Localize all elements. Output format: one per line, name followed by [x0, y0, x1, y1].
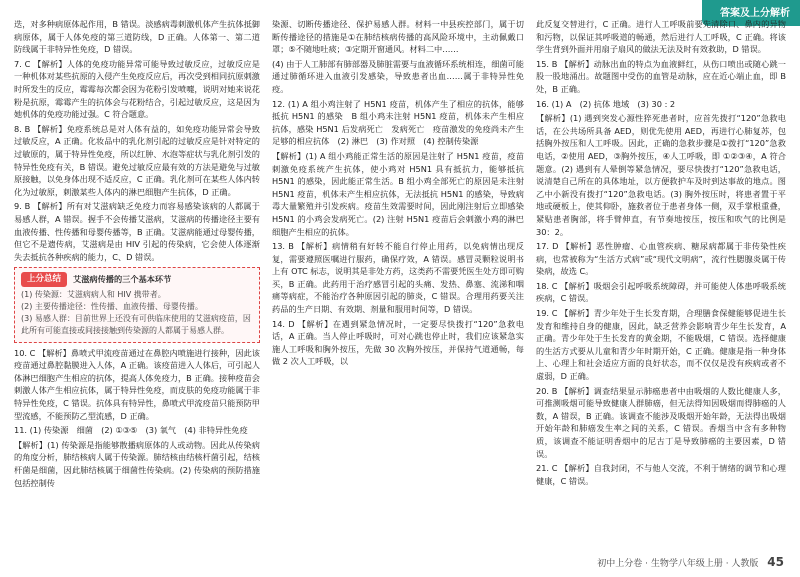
answer-paragraph: 【解析】(1) 传染源是指能够散播病原体的人或动物。因此从传染病的角度分析，肺结核病人属于传染源。肺结核由结核杆菌引起，结核杆菌是细菌，因此肺结核属于细菌性传染病。(2) 传染病的预防措施包括控制传: [14, 439, 260, 488]
answer-paragraph: 15. B 【解析】动脉出血的特点为血液鲜红，从伤口喷出或随心跳一股一股地涌出。故题图中受伤的血管是动脉，应在近心端止血，即 B 处，B 正确。: [536, 58, 786, 94]
summary-badge: 上分总结: [21, 272, 67, 287]
answer-paragraph: 10. C 【解析】鼻喷式甲流疫苗通过在鼻腔内喷施进行接种，因此该疫苗通过鼻腔黏膜进入人体，A 正确。该疫苗进入人体后，可引起人体淋巴细胞产生相应的抗体，提高人体免疫力，B 正确。接种疫苗会刺激人体产生相应抗体，属于特异性免疫，而皮肤的免疫功能属于非特异性免疫，C 错误。抗体具有特异性，鼻喷式甲流疫苗只能预防甲型流感，不能预防乙型流感，D 正确。: [14, 347, 260, 421]
answer-paragraph: 9. B 【解析】所有对艾滋病缺乏免疫力而容易感染该病的人都属于易感人群，A 错误。握手不会传播艾滋病，艾滋病的传播途径主要有血液传播、性传播和母婴传播等，B 正确。艾滋病能通过母婴传播，但它不是遗传病，艾滋病是由 HIV 引起的传染病，它会使人体逐渐失去抵抗各种疾病的能力，C、D 错误。: [14, 201, 260, 262]
answer-paragraph: 14. D 【解析】在遇到紧急情况时，一定要尽快拨打“120”急救电话，A 正确。当人停止呼吸时，可对心跳也停止时，我们应该紧急实施人工呼吸和胸外按压，先做 30 次胸外按压，并保持气道通畅，每做 2 次人工呼吸，以: [272, 318, 524, 367]
answer-paragraph: 13. B 【解析】病情稍有好转不能自行停止用药，以免病情出现反复，需要遵照医嘱进行服药，确保疗效，A 错误。感冒灵颗粒说明书上有 OTC 标志，说明其是非处方药，这类药不需要凭医生处方即可购买，B 正确。此药用于治疗感冒引起的头痛、发热、鼻塞、流涕和咽痛等病症，不能治疗各种原因引起的肺炎，C 错误。合理用药要关注药品的生产日期、有效期、剂量和服用时间等，D 错误。: [272, 241, 524, 315]
answer-paragraph: 16. (1) A (2) 抗体 地域 (3) 30 : 2: [536, 98, 676, 109]
answer-paragraph: 此反复交替进行，C 正确。进行人工呼吸前要先清除口、鼻内的异物和污物，以保证其呼吸道的畅通，然后进行人工呼吸，C 正确。将该学生背到外面并用扇子扇风的做法无法及时有效救助，D 错误。: [536, 19, 786, 55]
answer-paragraph: 11. (1) 传染源 细菌 (2) ①③⑤ (3) 氧气 (4) 非特异性免疫: [14, 425, 248, 436]
summary-line: (2) 主要传播途径：性传播、血液传播、母婴传播。: [21, 302, 203, 312]
answer-paragraph: 【解析】(1) A 组小鸡能正常生活的原因是注射了 H5N1 疫苗，疫苗刺激免疫系统产生抗体，使小鸡对 H5N1 具有抵抗力，能够抵抗 H5N1 的感染，因此能正常生活。B 组小鸡全部死亡的原因是未注射 H5N1 疫苗，机体未产生相应抗体，无法抵抗 H5N1 的感染，导致病毒大量繁殖并引发疾病。疫苗生效需要时间，因此刚注射后立即感染 H5N1 的小鸡会发病死亡。(2) 注射 H5N1 疫苗后会刺激小鸡的淋巴细胞产生相应的抗体。: [272, 150, 524, 237]
answer-paragraph: 7. C 【解析】人体的免疫功能异常可能导致过敏反应，过敏反应是一种机体对某些抗原的入侵产生免疫反应后，再次受到相同抗原刺激时所发生的反应，霉霉每次都会因为花粉引发喷嚏，说明对她来说花粉是抗原，霉霉产生的抗体会与花粉结合，引起过敏反应，这是因为她机体的免疫功能过强。C 符合题意。: [14, 58, 260, 120]
answer-paragraph: 18. C 【解析】吸烟会引起呼吸系统障碍，并可能使人体患呼吸系统疾病，C 错误。: [536, 280, 786, 304]
page-number: 45: [767, 555, 784, 569]
answer-paragraph: 染源、切断传播途径、保护易感人群。材料一中县疾控部门，属于切断传播途径的措施是①在肺结核病传播的高风险环境中，主动佩戴口罩；⑤不随地吐痰；③定期开窗通风。材料二中……: [272, 19, 524, 55]
column-middle: [272, 18, 524, 370]
footer-text: 初中上分卷 · 生物学八年级上册 · 人教版: [597, 559, 759, 569]
summary-line: (3) 易感人群：目前世界上还没有可供临床使用的艾滋病疫苗，因此所有可能直接或间接接触到传染源的人都属于易感人群。: [21, 314, 251, 336]
answer-paragraph: 8. B 【解析】免疫系统总是对人体有益的，如免疫功能异常会导致过敏反应，A 正确。化妆品中的乳化剂引起的过敏反应是针对特定的过敏原的，属于特异性免疫，所以红肿、水泡等症状与乳化剂引发的特异性免疫有关，B 错误。避免过敏反应最有效的方法是避免与过敏原接触，以免身体出现不适反应，C 正确。乳化剂可在某些人体内转化为过敏原，刺激某些人体内的淋巴细胞产生抗体，D 正确。: [14, 123, 260, 197]
answer-paragraph: 【解析】(1) 遇到突发心源性猝死患者时，应首先拨打“120”急救电话，在公共场所具备 AED，则优先使用 AED，再进行心肺复苏，包括胸外按压和人工呼吸。因此，正确的急救步骤是①拨打“120”急救电话，②使用 AED，③胸外按压，④人工呼吸，即 ①②③④，A 符合题意。(2) 遇到有人晕倒等紧急情况，要尽快拨打“120”急救电话，说清楚自己所在的具体地址，以方便救护车及时到达事故的地点。图乙中小新没有拨打“120”急救电话。(3) 胸外按压时，将患者置于平地或硬板上，使其仰卧，施救者位于患者身体一侧，双手掌根重叠，紧贴患者胸部，将手臂伸直，有节奏地按压，按压和吹气的比例是 30：2。: [536, 113, 786, 237]
answer-paragraph: 19. C 【解析】青少年处于生长发育期，合理膳食保健能够促进生长发育和维持自身的健康，因此，缺乏营养会影响青少年生长发育，A 正确。青少年处于生长发育的黄金期，不能吸烟，C 错误。选择健康的生活方式要从儿童和青少年时期开始，C 正确。健康是指一种身体上、心理上和社会适应方面的良好状态，而不仅仅是没有疾病或者不虚弱，D 正确。: [536, 308, 786, 382]
summary-box: [14, 267, 260, 342]
answer-paragraph: 20. B 【解析】调查结果显示肺癌患者中由吸烟的人数比健康人多，可推测吸烟可能导致健康人群肺癌，但无法得知因吸烟而得肺癌的人数，A 错误，B 正确。该调查不能涉及吸烟开始年龄，无法得出吸烟开始年龄和肺癌发生率之间的关系，C 错误。香烟当中含有多种物质，该调查不能证明香烟中的尼古丁是导致肺癌的主要因素，D 错误。: [536, 385, 786, 459]
column-right: [536, 18, 786, 489]
section-label: 答案及上分解析: [720, 8, 790, 19]
column-left: [14, 18, 260, 491]
answer-paragraph: (4) 由于人工肺部有肺部器及肺脏需要与血液循环系统相连，细菌可能通过肺循环进入血液引发感染，导致患者出血……属于非特异性免疫。: [272, 58, 524, 94]
answer-paragraph: 21. C 【解析】自我封闭，不与他人交流，不利于情绪的调节和心理健康，C 错误。: [536, 463, 786, 486]
answer-paragraph: 17. D 【解析】恶性肿瘤、心血管疾病、糖尿病都属于非传染性疾病，也常被称为“生活方式病”或“现代文明病”，流行性腮腺炎属于传染病，故选 C。: [536, 241, 786, 277]
summary-header: [21, 272, 253, 287]
summary-title: 艾滋病传播的三个基本环节: [73, 274, 172, 285]
summary-line: (1) 传染源：艾滋病病人和 HIV 携带者。: [21, 289, 166, 299]
answer-paragraph: 12. (1) A 组小鸡注射了 H5N1 疫苗，机体产生了相应的抗体，能够抵抗 H5N1 的感染 B 组小鸡未注射 H5N1 疫苗，机体未产生相应抗体，感染 H5N1 后发病死亡 发病死亡 疫苗激发的免疫尚未产生足够的相应抗体 (2) 淋巴 (3) 作对照 (4) 控制传染源: [272, 98, 524, 147]
answer-paragraph: 迭，对多种病原体起作用，B 错误。淡感病毒刺激机体产生抗体抵御病原体，属于人体免疫的第三道防线，D 正确。人体第一、第二道防线属于非特异性免疫，D 错误。: [14, 19, 260, 55]
page-footer: [597, 555, 784, 569]
